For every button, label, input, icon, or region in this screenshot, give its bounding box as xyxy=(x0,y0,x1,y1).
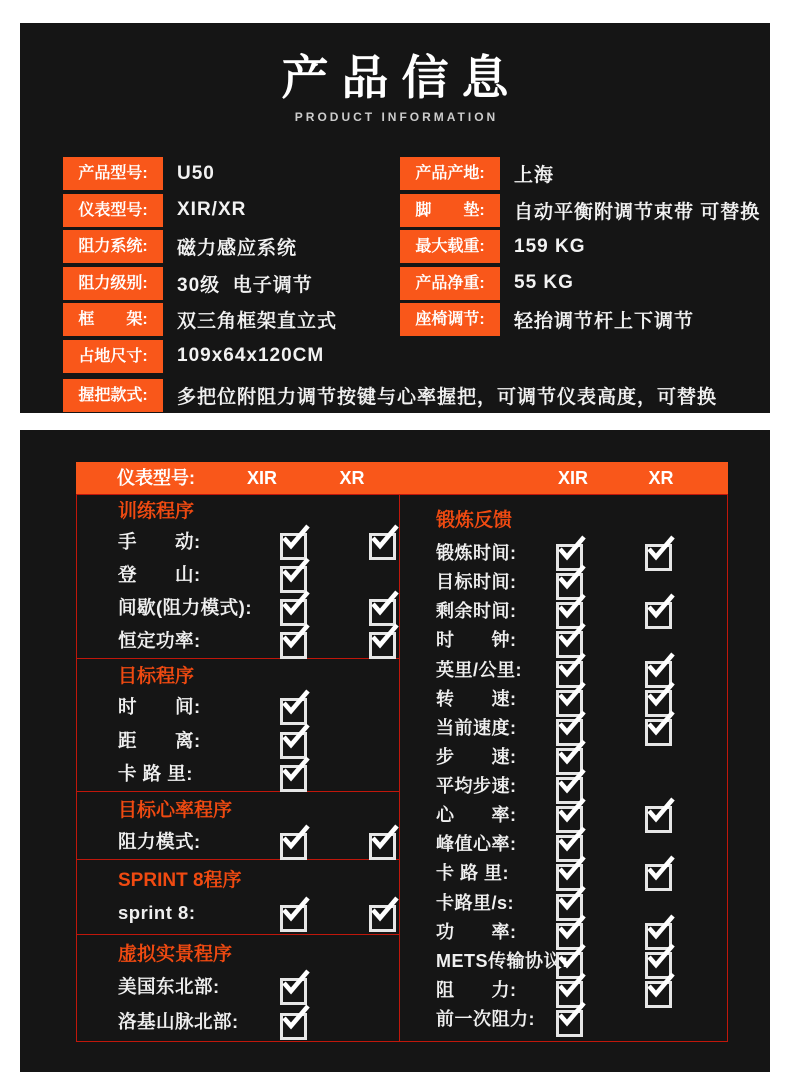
checkbox-empty-cell xyxy=(645,741,675,771)
table-row xyxy=(400,1005,727,1031)
feature-section xyxy=(77,935,399,1041)
checkbox-empty-cell xyxy=(645,770,675,800)
page-title: 产品信息 xyxy=(281,51,522,104)
checkbox-checked xyxy=(280,1006,310,1036)
checkbox-checked xyxy=(645,916,675,946)
table-row xyxy=(400,830,727,856)
row-label: 功 率: xyxy=(436,921,517,942)
checkbox-empty-cell xyxy=(645,624,675,654)
meter-model-label: 仪表型号: xyxy=(117,468,195,488)
table-row xyxy=(400,801,727,827)
spec-value: 上海 xyxy=(514,165,555,186)
checkbox-checked xyxy=(280,691,310,721)
checkbox-empty-cell xyxy=(645,828,675,858)
checkbox-checked xyxy=(369,592,399,622)
section-title: SPRINT 8程序 xyxy=(118,870,242,892)
table-row xyxy=(118,558,399,590)
table-row xyxy=(118,591,399,623)
section-title: 目标心率程序 xyxy=(118,800,233,822)
table-row xyxy=(400,976,727,1002)
checkbox-empty-cell xyxy=(369,691,399,721)
checkbox-checked xyxy=(369,625,399,655)
checkbox-checked xyxy=(645,974,675,1004)
table-row xyxy=(400,918,727,944)
spec-value: U50 xyxy=(177,162,215,184)
spec-label-badge: 产品产地: xyxy=(400,157,500,190)
checkbox-checked xyxy=(556,799,586,829)
spec-row xyxy=(400,157,760,190)
spec-row xyxy=(400,194,760,227)
checkbox-checked xyxy=(556,857,586,887)
checkbox-checked xyxy=(645,595,675,625)
table-left-half xyxy=(77,495,400,1041)
title-block xyxy=(20,51,770,124)
checkbox-checked xyxy=(556,712,586,742)
row-label: 锻炼时间: xyxy=(436,543,517,563)
table-row xyxy=(400,539,727,565)
spec-row xyxy=(63,194,337,227)
checkbox-checked xyxy=(645,537,675,567)
spec-row xyxy=(400,303,760,336)
checkbox-empty-cell xyxy=(645,887,675,917)
table-row xyxy=(118,690,399,722)
spec-value: 双三角框架直立式 xyxy=(177,311,338,332)
spec-value: 轻抬调节杆上下调节 xyxy=(514,311,695,332)
checkbox-checked xyxy=(556,770,586,800)
column-header-xir-left: XIR xyxy=(246,468,278,488)
checkbox-checked xyxy=(645,857,675,887)
row-label: 当前速度: xyxy=(436,717,517,738)
section-title: 锻炼反馈 xyxy=(436,510,513,531)
column-header-xr-right: XR xyxy=(648,468,674,488)
comparison-table xyxy=(76,494,728,1042)
checkmark-icon xyxy=(280,905,307,932)
section-title: 训练程序 xyxy=(118,501,195,523)
spec-column-right xyxy=(400,157,760,336)
checkbox-checked xyxy=(369,826,399,856)
spec-label-badge: 产品型号: xyxy=(63,157,163,190)
spec-label-badge: 座椅调节: xyxy=(400,303,500,336)
spec-row xyxy=(400,267,760,300)
page-subtitle: PRODUCT INFORMATION xyxy=(294,110,499,125)
row-label: 卡路里/s: xyxy=(436,892,515,913)
checkbox-checked xyxy=(556,828,586,858)
feature-section xyxy=(77,495,399,659)
feature-section xyxy=(77,860,399,935)
spec-label-badge: 占地尺寸: xyxy=(63,340,163,373)
checkbox-empty-cell xyxy=(645,566,675,596)
product-info-panel xyxy=(20,23,770,413)
checkbox-checked xyxy=(556,595,586,625)
checkbox-checked xyxy=(369,526,399,556)
spec-row xyxy=(63,230,337,263)
checkbox-checked xyxy=(556,916,586,946)
row-label: 时 间: xyxy=(118,695,201,717)
row-label: 洛基山脉北部: xyxy=(118,1011,239,1033)
row-label: 卡 路 里: xyxy=(118,763,193,785)
table-row xyxy=(118,624,399,656)
checkbox-checked xyxy=(280,898,310,928)
checkbox-empty-cell xyxy=(369,725,399,755)
comparison-panel xyxy=(20,430,770,1072)
checkbox-checked xyxy=(556,945,586,975)
checkbox-checked xyxy=(280,559,310,589)
checkbox-checked xyxy=(645,799,675,829)
table-row xyxy=(400,714,727,740)
checkbox-checked xyxy=(556,1003,586,1033)
checkmark-icon xyxy=(280,1013,307,1040)
table-row xyxy=(118,825,399,857)
table-row xyxy=(400,772,727,798)
section-title: 目标程序 xyxy=(118,665,195,687)
checkbox-empty-cell xyxy=(645,1003,675,1033)
checkbox-checked xyxy=(280,758,310,788)
spec-value: 30级 电子调节 xyxy=(177,274,313,296)
row-label: 剩余时间: xyxy=(436,601,517,622)
row-label: 转 速: xyxy=(436,688,517,709)
table-row xyxy=(118,724,399,756)
spec-row xyxy=(63,267,337,300)
row-label: 步 速: xyxy=(436,746,517,767)
table-row xyxy=(118,970,399,1002)
spec-value: 55 KG xyxy=(514,272,574,293)
spec-column-left xyxy=(63,157,337,373)
checkmark-icon xyxy=(369,833,396,860)
spec-label-badge: 框 架: xyxy=(63,303,163,336)
spec-value: 磁力感应系统 xyxy=(177,238,298,259)
checkmark-icon xyxy=(369,632,396,659)
checkbox-checked xyxy=(645,654,675,684)
checkbox-empty-cell xyxy=(369,971,399,1001)
spec-value: 109x64x120CM xyxy=(177,345,325,366)
spec-label-badge: 脚 垫: xyxy=(400,194,500,227)
feature-section xyxy=(77,659,399,793)
checkmark-icon xyxy=(280,978,307,1005)
feature-rows xyxy=(400,532,727,1041)
checkbox-checked xyxy=(280,592,310,622)
checkbox-empty-cell xyxy=(369,758,399,788)
checkbox-checked xyxy=(556,887,586,917)
table-right-half xyxy=(400,495,727,1041)
comparison-header-bar xyxy=(76,462,728,494)
row-label: 前一次阻力: xyxy=(436,1009,535,1029)
checkbox-checked xyxy=(280,526,310,556)
table-row xyxy=(400,889,727,915)
row-label: 目标时间: xyxy=(436,572,517,593)
table-row xyxy=(118,897,399,929)
spec-row-full-width xyxy=(63,379,717,412)
row-label: 阻 力: xyxy=(436,979,517,1000)
row-label: 美国东北部: xyxy=(118,975,220,997)
checkmark-icon xyxy=(280,833,307,860)
checkbox-checked xyxy=(280,971,310,1001)
checkbox-checked xyxy=(556,741,586,771)
checkmark-icon xyxy=(280,732,307,759)
column-header-xr-left: XR xyxy=(339,468,365,488)
table-row xyxy=(400,947,727,973)
table-row xyxy=(118,525,399,557)
checkbox-checked xyxy=(556,974,586,1004)
row-label: METS传输协议: xyxy=(436,950,569,971)
checkbox-checked xyxy=(280,625,310,655)
section-title: 虚拟实景程序 xyxy=(118,943,233,965)
spec-label-badge: 产品净重: xyxy=(400,267,500,300)
spec-value: XIR/XR xyxy=(177,199,247,220)
checkbox-checked xyxy=(556,654,586,684)
checkbox-checked xyxy=(556,537,586,567)
spec-row xyxy=(63,340,337,373)
row-label: 英里/公里: xyxy=(436,659,522,680)
checkmark-icon xyxy=(280,533,307,560)
table-row xyxy=(400,685,727,711)
checkbox-checked xyxy=(645,945,675,975)
row-label: 峰值心率: xyxy=(436,834,517,855)
row-label: 心 率: xyxy=(436,805,517,826)
table-row xyxy=(400,568,727,594)
table-row xyxy=(118,1005,399,1037)
row-label: 时 钟: xyxy=(436,630,517,651)
spec-row xyxy=(63,303,337,336)
checkmark-icon xyxy=(280,566,307,593)
spec-row xyxy=(63,157,337,190)
row-label: sprint 8: xyxy=(118,902,196,924)
spec-row xyxy=(400,230,760,263)
row-label: 卡 路 里: xyxy=(436,863,509,884)
table-row xyxy=(400,626,727,652)
table-row xyxy=(400,859,727,885)
checkmark-icon xyxy=(369,533,396,560)
checkmark-icon xyxy=(369,599,396,626)
spec-value: 自动平衡附调节束带 可替换 xyxy=(514,201,761,223)
checkbox-empty-cell xyxy=(369,559,399,589)
checkbox-checked xyxy=(369,898,399,928)
checkbox-checked xyxy=(556,566,586,596)
checkmark-icon xyxy=(369,905,396,932)
spec-label-badge: 最大载重: xyxy=(400,230,500,263)
checkmark-icon xyxy=(280,599,307,626)
row-label: 恒定功率: xyxy=(118,630,201,652)
table-row xyxy=(400,597,727,623)
spec-value: 159 KG xyxy=(514,235,586,257)
spec-label-badge: 阻力系统: xyxy=(63,230,163,263)
spec-label-badge: 阻力级别: xyxy=(63,267,163,300)
row-label: 登 山: xyxy=(118,563,201,585)
row-label: 间歇(阻力模式): xyxy=(118,597,252,619)
checkmark-icon xyxy=(280,632,307,659)
spec-row xyxy=(63,379,717,412)
feature-section xyxy=(77,792,399,860)
checkbox-checked xyxy=(645,683,675,713)
table-row xyxy=(118,757,399,789)
checkmark-icon xyxy=(280,698,307,725)
spec-label-badge: 握把款式: xyxy=(63,379,163,412)
row-label: 阻力模式: xyxy=(118,830,201,852)
spec-value: 多把位附阻力调节按键与心率握把，可调节仪表高度，可替换 xyxy=(177,387,718,408)
table-row xyxy=(400,743,727,769)
checkbox-empty-cell xyxy=(369,1006,399,1036)
checkmark-icon xyxy=(280,765,307,792)
row-label: 平均步速: xyxy=(436,776,517,796)
checkmark-icon xyxy=(556,1010,583,1037)
table-row xyxy=(400,656,727,682)
column-header-xir-right: XIR xyxy=(557,468,589,488)
checkbox-checked xyxy=(280,826,310,856)
spec-label-badge: 仪表型号: xyxy=(63,194,163,227)
row-label: 距 离: xyxy=(118,729,201,751)
checkbox-checked xyxy=(556,683,586,713)
checkbox-checked xyxy=(280,725,310,755)
checkbox-checked xyxy=(556,624,586,654)
row-label: 手 动: xyxy=(118,530,201,552)
checkbox-checked xyxy=(645,712,675,742)
